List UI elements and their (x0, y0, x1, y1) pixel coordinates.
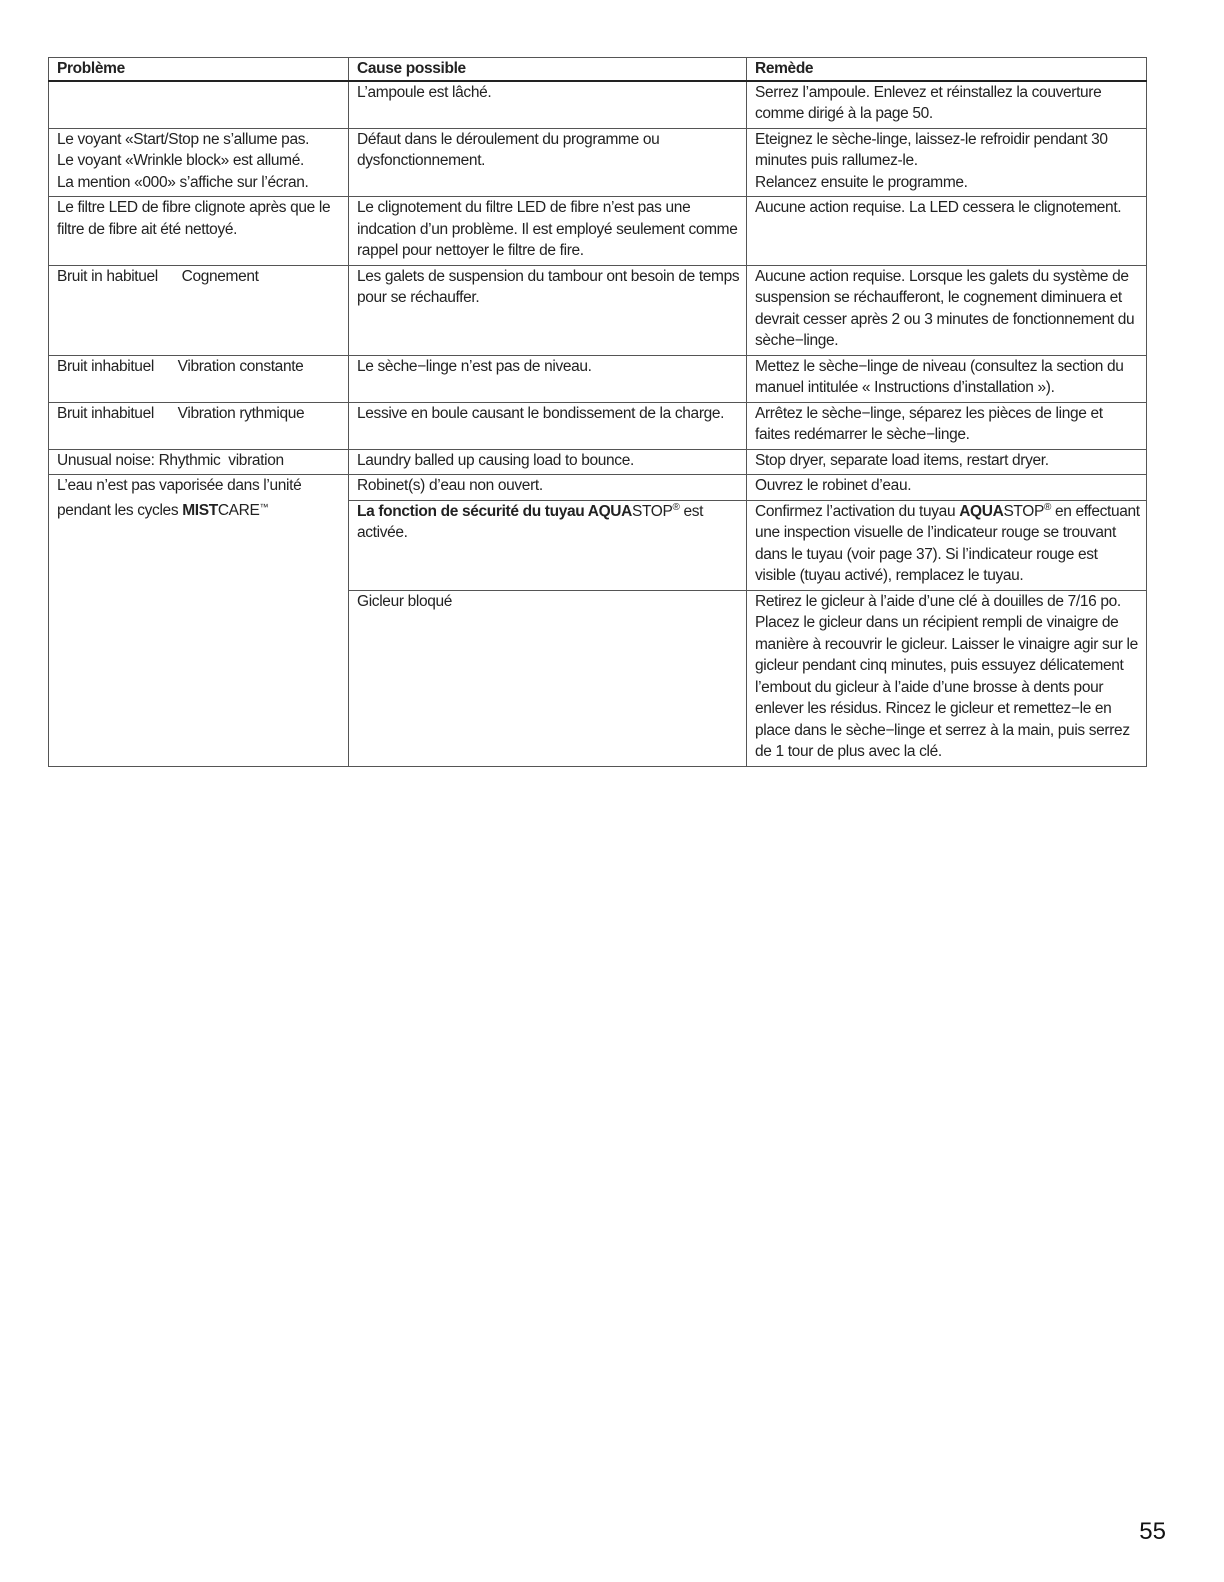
trademark-symbol: ™ (259, 501, 269, 512)
problem-cell: Bruit inhabituel Vibration rythmique (49, 402, 349, 449)
mistcare-brand-light: CARE (217, 501, 260, 519)
remedy-cell: Mettez le sèche−linge de niveau (consultez la section du manuel intitulée « Instructions d’installation »). (747, 355, 1147, 402)
remedy-cell (747, 128, 1147, 197)
remedy-cell (747, 500, 1147, 590)
remedy-cell: Retirez le gicleur à l’aide d’une clé à douilles de 7/16 po. Placez le gicleur dans un récipient rempli de vinaigre de manière à recouvrir le gicleur. Laisser le vinaigre agir sur le gicleur pendant cinq minutes, puis essuyez délicatement l’embout du gicleur à l’aide d’une brosse à dents pour enlever les résidus. Rincez le gicleur et remettez−le en place dans le sèche−linge et serrez à la main, puis serrez de 1 tour de plus avec la clé. (747, 590, 1147, 766)
aquastop-brand-light: STOP (631, 502, 673, 520)
remedy-cell: Aucune action requise. La LED cessera le clignotement. (747, 197, 1147, 266)
cause-cell: Gicleur bloqué (349, 590, 747, 766)
table-row (49, 355, 1147, 402)
aquastop-remedy-brand-bold: AQUA (959, 502, 1004, 520)
cause-cell: Lessive en boule causant le bondissement de la charge. (349, 402, 747, 449)
remedy-cell: Serrez l’ampoule. Enlevez et réinstallez la couverture comme dirigé à la page 50. (747, 81, 1147, 129)
aquastop-remedy-lead: Confirmez l’activation du tuyau (755, 502, 960, 520)
table-row (49, 265, 1147, 355)
problem-cell: Bruit inhabituel Vibration constante (49, 355, 349, 402)
cause-cell: Laundry balled up causing load to bounce. (349, 449, 747, 475)
remedy-cell: Arrêtez le sèche−linge, séparez les pièces de linge et faites redémarrer le sèche−linge. (747, 402, 1147, 449)
aquastop-cause-tail-bold: est (679, 502, 704, 520)
cause-cell: Le clignotement du filtre LED de fibre n’est pas une indcation d’un problème. Il est employé seulement comme rappel pour nettoyer le filtre de fire. (349, 197, 747, 266)
problem-line: Le voyant «Start/Stop ne s’allume pas. (57, 130, 310, 148)
cause-cell: Le sèche−linge n’est pas de niveau. (349, 355, 747, 402)
cause-cell: Les galets de suspension du tambour ont besoin de temps pour se réchauffer. (349, 265, 747, 355)
problem-line: Le voyant «Wrinkle block» est allumé. (57, 152, 304, 169)
registered-symbol: ® (1043, 501, 1051, 513)
header-problem: Problème (49, 58, 349, 81)
remedy-cell: Aucune action requise. Lorsque les galets du système de suspension se réchaufferont, le cognement diminuera et devrait cesser après 2 ou 3 minutes de fonctionnement du sèche−linge. (747, 265, 1147, 355)
cause-cell (349, 500, 747, 590)
table-row (49, 81, 1147, 129)
aquastop-remedy-tail: en effectuant une inspection visuelle de l’indicateur rouge se trouvant dans le tuyau (voir page 37). Si l’indicateur rouge est visible (tuyau activé), remplacez le tuyau. (755, 502, 1140, 584)
mistcare-brand-bold: MIST (182, 501, 218, 519)
table-row (49, 449, 1147, 475)
cause-cell: Robinet(s) d’eau non ouvert. (349, 475, 747, 501)
problem-line: La mention «000» s’affiche sur l’écran. (57, 173, 309, 191)
aquastop-cause-bold: La fonction de sécurité du tuyau AQUA (357, 502, 632, 520)
table-row (49, 402, 1147, 449)
remedy-cell: Ouvrez le robinet d’eau. (747, 475, 1147, 501)
problem-cell (49, 81, 349, 129)
cause-cell: Défaut dans le déroulement du programme ou dysfonctionnement. (349, 128, 747, 197)
mistcare-problem-text: L’eau n’est pas vaporisée dans l’unité pendant les cycles (57, 477, 302, 519)
remedy-cell: Stop dryer, separate load items, restart dryer. (747, 449, 1147, 475)
header-cause: Cause possible (349, 58, 747, 81)
registered-symbol: ® (672, 501, 680, 513)
problem-cell: Bruit in habituel Cognement (49, 265, 349, 355)
header-remedy: Remède (747, 58, 1147, 81)
table-row (49, 475, 1147, 501)
problem-cell-mistcare (49, 475, 349, 767)
remedy-line: Relancez ensuite le programme. (755, 173, 968, 191)
remedy-line: Eteignez le sèche-linge, laissez-le refroidir pendant 30 minutes puis rallumez-le. (755, 130, 1108, 169)
troubleshooting-table (48, 57, 1147, 767)
aquastop-cause-tail: activée. (357, 524, 408, 541)
header-row (49, 58, 1147, 81)
page-number: 55 (1139, 1518, 1166, 1545)
table-row (49, 197, 1147, 266)
aquastop-remedy-brand-light: STOP (1003, 502, 1044, 520)
problem-cell: Le filtre LED de fibre clignote après que le filtre de fibre ait été nettoyé. (49, 197, 349, 266)
cause-cell: L’ampoule est lâché. (349, 81, 747, 129)
problem-cell (49, 128, 349, 197)
table-row (49, 128, 1147, 197)
problem-cell: Unusual noise: Rhythmic vibration (49, 449, 349, 475)
